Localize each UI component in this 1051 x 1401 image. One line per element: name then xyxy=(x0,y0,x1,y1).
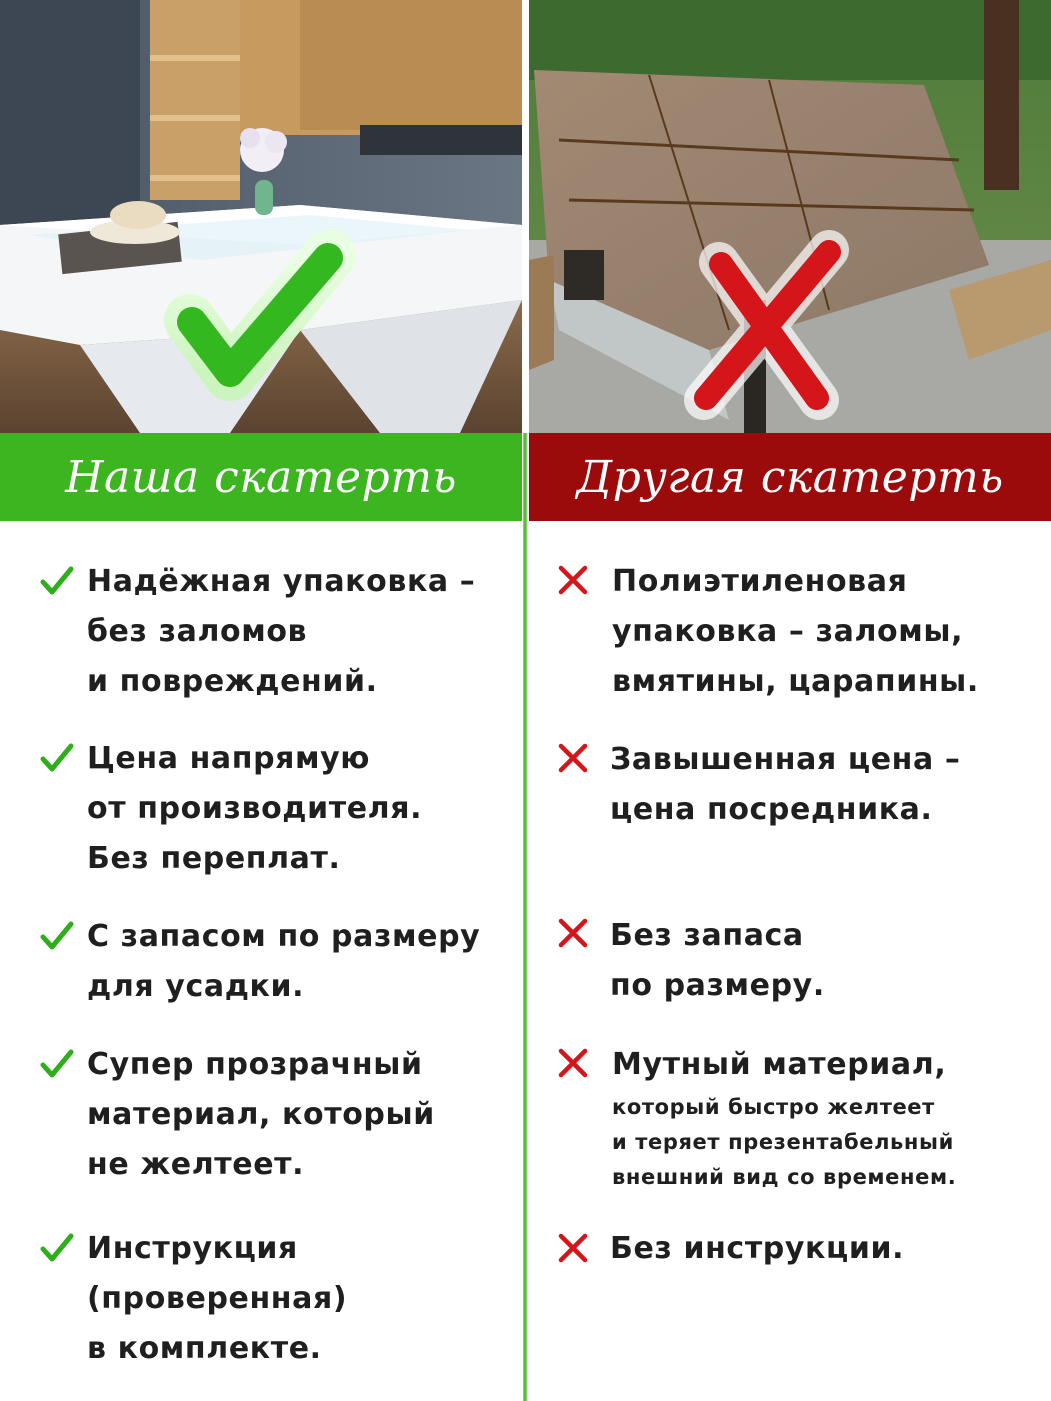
check-icon xyxy=(40,1049,74,1079)
item-line: и повреждений. xyxy=(87,664,378,699)
check-icon xyxy=(40,743,74,773)
item-line: Цена напрямую xyxy=(87,741,371,776)
item-small-line: который быстро желтеет xyxy=(612,1095,935,1119)
item-line: материал, который xyxy=(87,1097,435,1132)
item-line: цена посредника. xyxy=(610,792,933,827)
cross-icon xyxy=(556,743,590,773)
our-item-instructions xyxy=(87,1224,347,1374)
item-line: упаковка – заломы, xyxy=(612,614,964,649)
item-line: Надёжная упаковка – xyxy=(87,564,476,599)
our-item-packaging xyxy=(87,557,475,707)
other-item-price xyxy=(610,735,960,835)
item-small-line: внешний вид со временем. xyxy=(612,1165,957,1189)
our-item-material xyxy=(87,1040,435,1190)
item-line: для усадки. xyxy=(87,969,305,1004)
other-tablecloth-title: Другая скатерть xyxy=(576,451,1004,503)
item-line: без заломов xyxy=(87,614,308,649)
item-line: (проверенная) xyxy=(87,1281,348,1316)
check-icon xyxy=(40,1233,74,1263)
other-item-size xyxy=(610,911,825,1011)
item-line: С запасом по размеру xyxy=(87,919,481,954)
our-tablecloth-banner xyxy=(0,433,522,521)
photo-divider xyxy=(522,0,529,433)
item-line: Мутный материал, xyxy=(612,1047,947,1082)
item-line: вмятины, царапины. xyxy=(612,664,979,699)
cross-icon xyxy=(556,1048,590,1078)
item-line: от производителя. xyxy=(87,791,423,826)
check-icon xyxy=(40,566,74,596)
cross-icon xyxy=(556,1233,590,1263)
our-tablecloth-title: Наша скатерть xyxy=(65,451,457,503)
our-item-price xyxy=(87,734,422,884)
column-divider xyxy=(522,433,529,1401)
item-line: по размеру. xyxy=(610,968,825,1003)
our-item-size xyxy=(87,912,480,1012)
other-item-instructions xyxy=(610,1224,904,1274)
other-item-packaging xyxy=(612,557,979,707)
cross-icon xyxy=(556,918,590,948)
item-line: не желтеет. xyxy=(87,1147,305,1182)
item-line: Завышенная цена – xyxy=(610,742,961,777)
check-icon xyxy=(40,921,74,951)
other-tablecloth-photo xyxy=(529,0,1051,433)
item-line: Инструкция xyxy=(87,1231,298,1266)
other-item-material xyxy=(612,1040,956,1195)
other-tablecloth-banner xyxy=(529,433,1051,521)
item-line: Супер прозрачный xyxy=(87,1047,423,1082)
our-tablecloth-photo xyxy=(0,0,522,433)
item-line: Без инструкции. xyxy=(610,1231,905,1266)
cross-icon xyxy=(556,565,590,595)
item-line: в комплекте. xyxy=(87,1331,322,1366)
item-line: Без запаса xyxy=(610,918,804,953)
item-line: Без переплат. xyxy=(87,841,341,876)
item-line: Полиэтиленовая xyxy=(612,564,908,599)
item-small-line: и теряет презентабельный xyxy=(612,1130,954,1154)
